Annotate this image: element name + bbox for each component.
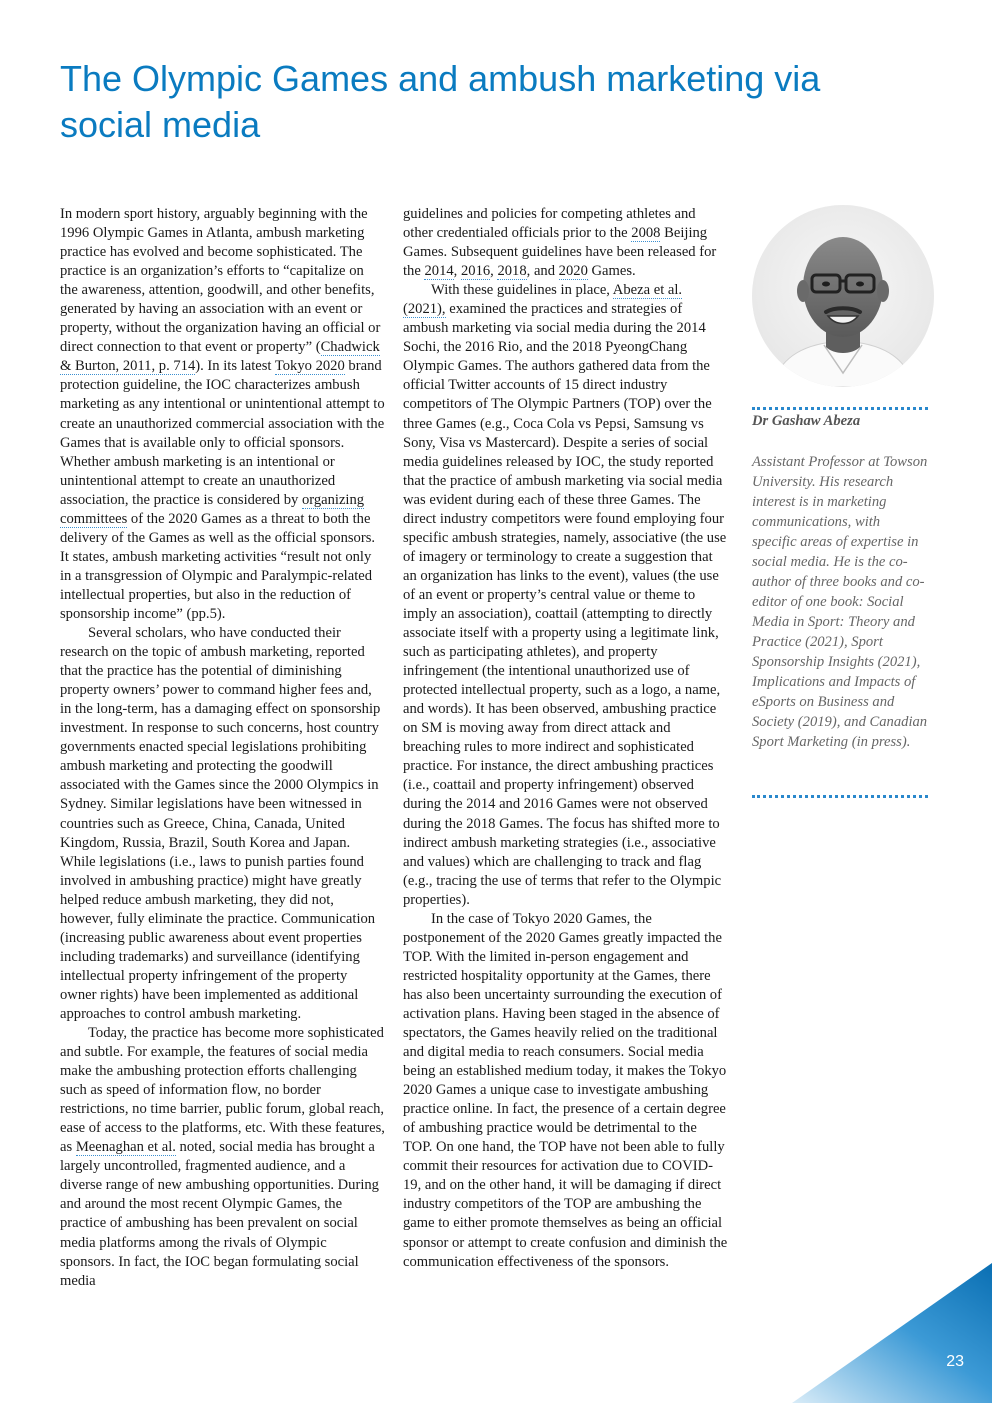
divider-dotted-bottom — [752, 795, 928, 798]
abeza-citation-link[interactable]: Abeza et al. (2021), — [403, 282, 683, 318]
author-name: Dr Gashaw Abeza — [752, 413, 861, 429]
link-2014[interactable]: 2014 — [424, 263, 454, 280]
organizing-committees-link[interactable]: organizing committees — [60, 491, 365, 527]
article-column-2 — [403, 205, 728, 1272]
paragraph: In modern sport history, arguably beginning with the 1996 Olympic Games in Atlanta, ambush marketing practice has evolved and become sophisticated. The practice is an organization’s efforts to “capitalize on the awareness, attention, goodwill, and other benefits, generated by having an association with an event or property, without the organization having an official or direct connection to that event or property” (Chadwick & Burton, 2011, p. 714). In its latest Tokyo 2020 brand protection guideline, the IOC characterizes ambush marketing as any intentional or unintentional attempt to create an unauthorized commercial association with the Games that is available only to official sponsors. Whether ambush marketing is an intentional or unintentional attempt to create an unauthorized association, the practice is considered by organizing committees of the 2020 Games as a threat to both the delivery of the Games as well as the official sponsors. It states, ambush marketing activities “result not only in a transgression of Olympic and Paralympic-related intellectual properties, but also in the reduction of sponsorship income” (pp.5). — [60, 206, 385, 622]
article-title: The Olympic Games and ambush marketing via social media — [60, 58, 821, 145]
author-portrait-icon — [752, 205, 934, 387]
paragraph: In the case of Tokyo 2020 Games, the postponement of the 2020 Games greatly impacted the TOP. With the limited in-person engagement and restricted hospitality opportunity at the Games, there has also been uncertainty surrounding the execution of activation plans. Having been staged in the absence of spectators, the Games heavily relied on the traditional and digital media to reach consumers. Social media being an established medium today, it makes the Tokyo 2020 Games a unique case to investigate ambushing practice online. In fact, the presence of a certain degree of ambushing practice would be detrimental to the TOP. On one hand, the TOP have not been able to fully commit their resources for activation due to COVID-19, and on the other hand, it will be damaging if direct industry competitors of the TOP are ambushing the game to either promote themselves as being an official sponsor or attempt to create confusion and diminish the communication effectiveness of the sponsors. — [403, 910, 728, 1270]
corner-triangle-decoration — [792, 1263, 992, 1403]
paragraph: Several scholars, who have conducted their research on the topic of ambush marketing, reported that the practice has the potential of diminishing property owners’ power to command higher fees and, in the long-term, has a damaging effect on sponsorship investment. In response to such concerns, host country governments enacted special legislations prohibiting ambush marketing and protecting the goodwill associated with the Games since the 2000 Olympics in Sydney. Similar legislations have been witnessed in countries such as Greece, China, Canada, United Kingdom, Russia, Brazil, South Korea and Japan. While legislations (i.e., laws to punish parties found involved in ambushing practice) might have greatly helped reduce ambush marketing, they did not, however, fully eliminate the practice. Communication (increasing public awareness about event properties including trademarks) and surveillance (identifying intellectual property infringement of the property owner rights) have been implemented as additional approaches to control ambush marketing. — [60, 625, 381, 1022]
link-2020[interactable]: 2020 — [558, 263, 588, 280]
citation-link[interactable]: Chadwick & Burton, 2011, p. 714 — [60, 339, 380, 375]
paragraph: With these guidelines in place, Abeza et al. (2021), examined the practices and strategies of ambush marketing via social media during the 2014 Sochi, the 2016 Rio, and the 2018 PyeongChang Olympic Games. The authors gathered data from the official Twitter accounts of 15 direct industry competitors of The Olympic Partners (TOP) over the three Games (e.g., Coca Cola vs Pepsi, Samsung vs Sony, Visa vs Mastercard). Despite a series of social media guidelines released by IOC, the study reported that the practice of ambush marketing via social media was evident during each of these three Games. The direct industry competitors were found employing four specific ambush strategies, namely, associative (the use of imagery or terminology to create a suggestion that an organization has links to the event), values (the use of an event or property’s central value or theme to imply an association), coattail (attempting to directly associate itself with a property using a legitimate link, such as participating athletes), and property infringement (the intentional unauthorized use of protected intellectual property, such as a logo, a name, and words). It has been observed, ambushing practice on SM is moving away from direct attack and breaching rules to more indirect and sophisticated practice. For instance, the direct ambushing practices (i.e., coattail and property infringement) observed during the 2014 and 2016 Games were not observed during the 2018 Games. The focus has shifted more to indirect ambush marketing strategies (i.e., associative and values) which are challenging to track and flag (e.g., tracing the use of terms that refer to the Olympic properties). — [403, 282, 727, 908]
meenaghan-citation-link[interactable]: Meenaghan et al. — [75, 1139, 176, 1156]
paragraph: Today, the practice has become more sophisticated and subtle. For example, the features of social media make the ambushing protection efforts challenging such as speed of information flow, no border restrictions, no time barrier, public forum, global reach, ease of access to the platforms, etc. With these features, as Meenaghan et al. noted, social media has brought a largely uncontrolled, fragmented audience, and a diverse range of new ambushing opportunities. During and around the most recent Olympic Games, the practice of ambushing has been prevalent on social media platforms among the rivals of Olympic sponsors. In fact, the IOC began formulating social media — [60, 1025, 385, 1289]
page-number: 23 — [946, 1353, 964, 1370]
divider-dotted-top — [752, 407, 928, 410]
author-photo — [752, 205, 934, 387]
article-column-1 — [60, 205, 385, 1291]
link-2016[interactable]: 2016 — [460, 263, 491, 280]
link-2008[interactable]: 2008 — [631, 225, 661, 242]
link-2018[interactable]: 2018 — [497, 263, 527, 280]
author-bio: Assistant Professor at Towson University. His research interest is in marketing communications, with specific areas of expertise in social media. He is the co-author of three books and co-editor of one book: Social Media in Sport: Theory and Practice (2021), Sport Sponsorship Insights (2021), Implications and Impacts of eSports on Business and Society (2019), and Canadian Sport Marketing (in press). — [752, 454, 928, 750]
tokyo-2020-link[interactable]: Tokyo 2020 — [274, 358, 345, 375]
paragraph: guidelines and policies for competing athletes and other credentialed officials prior to the 2008 Beijing Games. Subsequent guidelines have been released for the 2014, 2016, 2018, and 2020 Games. — [403, 206, 717, 280]
